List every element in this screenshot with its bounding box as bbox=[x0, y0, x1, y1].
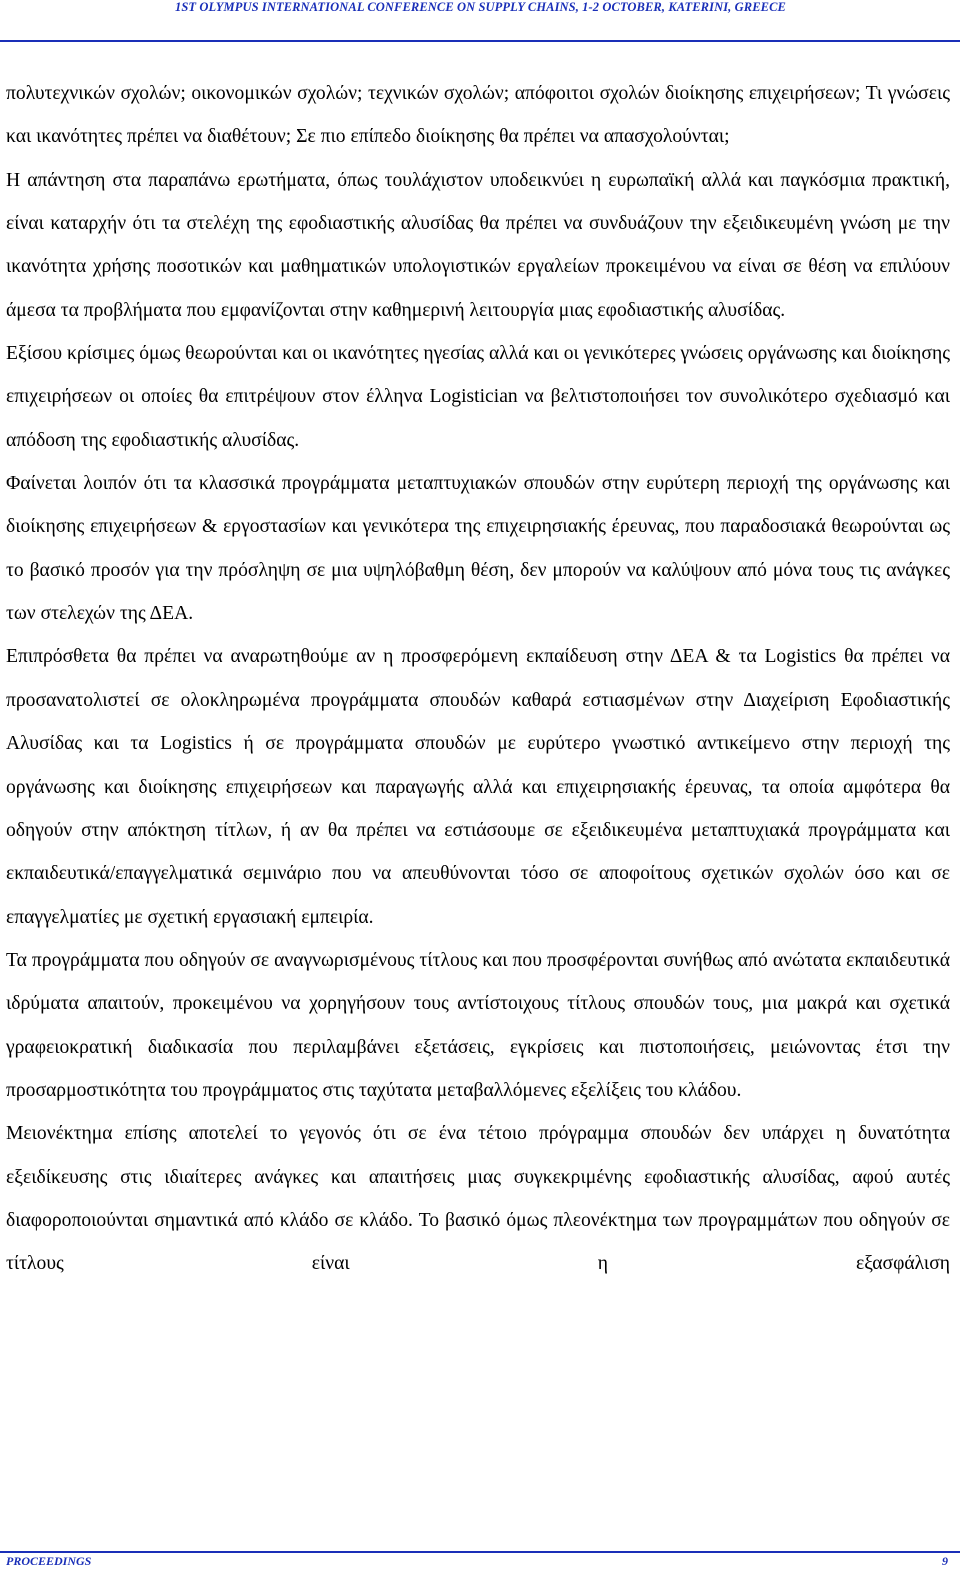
paragraph: Φαίνεται λοιπόν ότι τα κλασσικά προγράμματα μεταπτυχιακών σπουδών στην ευρύτερη περιοχή της οργάνωσης και διοίκησης επιχειρήσεων & εργοστασίων και γενικότερα της επιχειρησιακής έρευνας, που παραδοσιακά θεωρούνται ως το βασικό προσόν για την πρόσληψη σε μια υψηλόβαθμη θέση, δεν μπορούν να καλύψουν από μόνα τους τις ανάγκες των στελεχών της ΔΕΑ. bbox=[6, 473, 950, 625]
paragraph: Η απάντηση στα παραπάνω ερωτήματα, όπως τουλάχιστον υποδεικνύει η ευρωπαϊκή αλλά και παγκόσμια πρακτική, είναι καταρχήν ότι τα στελέχη της εφοδιαστικής αλυσίδας θα πρέπει να συνδυάζουν την εξειδικευμένη γνώση με την ικανότητα χρήσης ποσοτικών και μαθηματικών υπολογιστικών εργαλείων προκειμένου να είναι σε θέση να επιλύουν άμεσα τα προβλήματα που εμφανίζονται στην καθημερινή λειτουργία μιας εφοδιαστικής αλυσίδας. bbox=[6, 169, 950, 321]
footer-divider bbox=[0, 1551, 960, 1553]
paragraph: πολυτεχνικών σχολών; οικονομικών σχολών; τεχνικών σχολών; απόφοιτοι σχολών διοίκησης επιχειρήσεων; Τι γνώσεις και ικανότητες πρέπει να διαθέτουν; Σε πιο επίπεδο διοίκησης θα πρέπει να απασχολούνται; bbox=[6, 83, 950, 148]
header-divider bbox=[0, 40, 960, 42]
conference-title: 1ST OLYMPUS INTERNATIONAL CONFERENCE ON SUPPLY CHAINS, 1-2 OCTOBER, KATERINI, GREECE bbox=[175, 0, 786, 14]
paragraph: Εξίσου κρίσιμες όμως θεωρούνται και οι ικανότητες ηγεσίας αλλά και οι γενικότερες γνώσεις οργάνωσης και διοίκησης επιχειρήσεων οι οποίες θα επιτρέψουν στον έλληνα Logistician να βελτιστοποιήσει τον συνολικότερο σχεδιασμό και απόδοση της εφοδιαστικής αλυσίδας. bbox=[6, 343, 950, 451]
page-footer bbox=[0, 1551, 960, 1581]
proceedings-label: PROCEEDINGS bbox=[6, 1554, 92, 1568]
paragraph: Μειονέκτημα επίσης αποτελεί το γεγονός ότι σε ένα τέτοιο πρόγραμμα σπουδών δεν υπάρχει η δυνατότητα εξειδίκευσης στις ιδιαίτερες ανάγκες και απαιτήσεις μιας συγκεκριμένης εφοδιαστικής αλυσίδας, αφού αυτές διαφοροποιούνται σημαντικά από κλάδο σε κλάδο. Το βασικό όμως πλεονέκτημα των προγραμμάτων που οδηγούν σε τίτλους είναι η εξασφάλιση bbox=[6, 1123, 950, 1275]
paragraph: Τα προγράμματα που οδηγούν σε αναγνωρισμένους τίτλους και που προσφέρονται συνήθως από ανώτατα εκπαιδευτικά ιδρύματα απαιτούν, προκειμένου να χορηγήσουν τους αντίστοιχους τίτλους σπουδών τους, μια μακρά και σχετικά γραφειοκρατική διαδικασία που περιλαμβάνει εξετάσεις, εγκρίσεις και πιστοποιήσεις, μειώνοντας έτσι την προσαρμοστικότητα του προγράμματος στις ταχύτατα μεταβαλλόμενες εξελίξεις του κλάδου. bbox=[6, 949, 950, 1101]
paragraph: Επιπρόσθετα θα πρέπει να αναρωτηθούμε αν η προσφερόμενη εκπαίδευση στην ΔΕΑ & τα Logistics θα πρέπει να προσανατολιστεί σε ολοκληρωμένα προγράμματα σπουδών καθαρά εστιασμένων στην Διαχείριση Εφοδιαστικής Αλυσίδας και τα Logistics ή σε προγράμματα σπουδών με ευρύτερο γνωστικό αντικείμενο στην περιοχή της οργάνωσης και διοίκησης επιχειρήσεων και παραγωγής αλλά και επιχειρησιακής έρευνας, τα οποία αμφότερα θα οδηγούν στην απόκτηση τίτλων, ή αν θα πρέπει να εστιάσουμε σε εξειδικευμένα μεταπτυχιακά προγράμματα και εκπαιδευτικά/επαγγελματικά σεμινάριο που να απευθύνονται τόσο σε αποφοίτους σχετικών σχολών όσο και σε επαγγελματίες με σχετική εργασιακή εμπειρία. bbox=[6, 646, 950, 928]
page-number: 9 bbox=[942, 1554, 948, 1568]
page-header bbox=[0, 0, 960, 40]
body-text bbox=[6, 72, 950, 1286]
